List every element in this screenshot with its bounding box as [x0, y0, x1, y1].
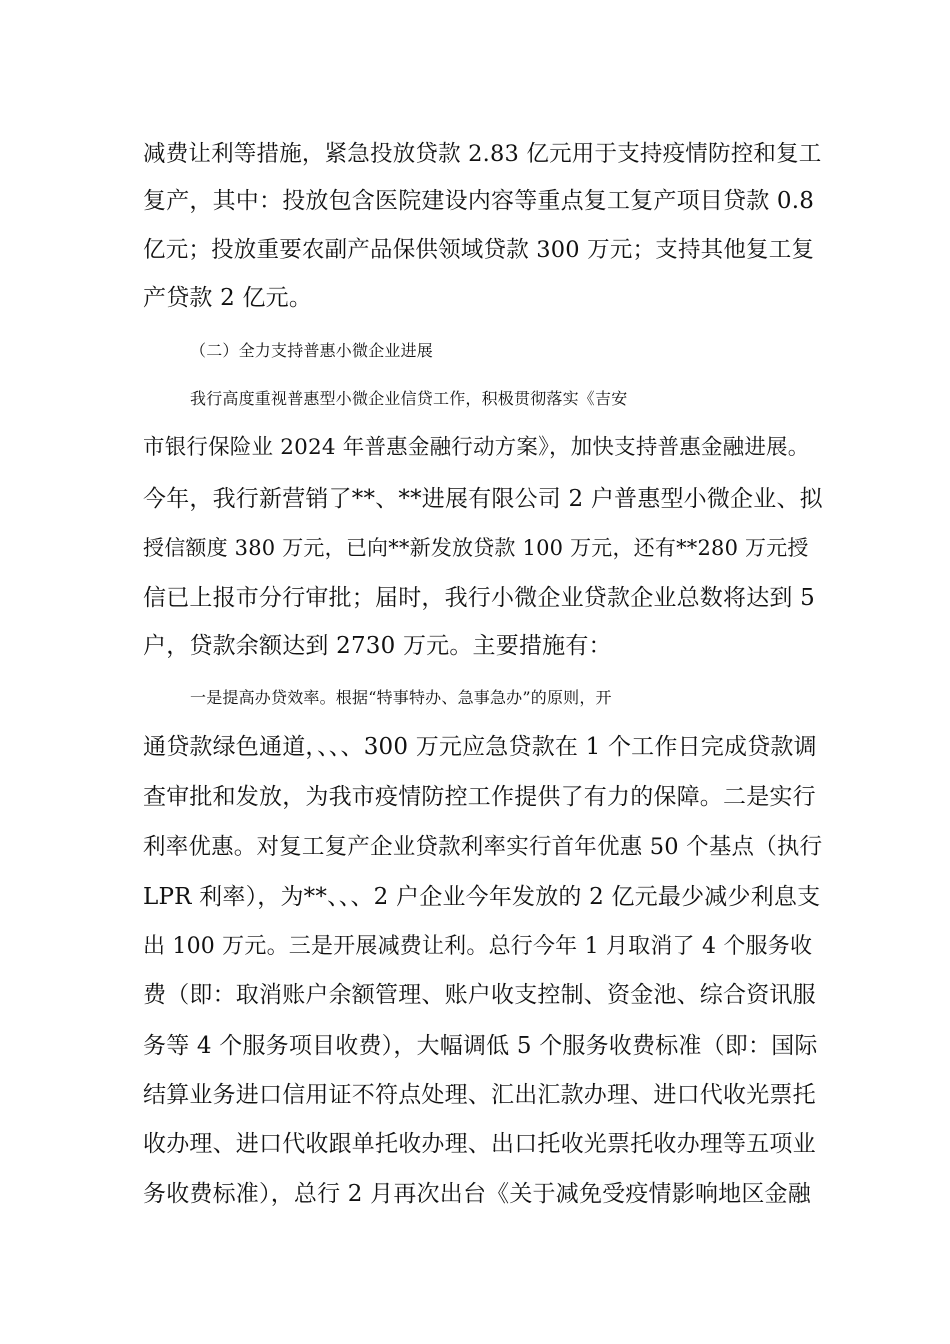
- text-line-7: 市银行保险业 2024 年普惠金融行动方案》，加快支持普惠金融进展。: [143, 435, 810, 460]
- text-line-18: 费（即：取消账户余额管理、账户收支控制、资金池、综合资讯服: [143, 982, 816, 1008]
- text-line-20: 结算业务进口信用证不符点处理、汇出汇款办理、进口代收光票托: [143, 1082, 816, 1108]
- text-line-16: LPR 利率），为**、、、2 户企业今年发放的 2 亿元最少减少利息支: [143, 884, 821, 910]
- text-line-15: 利率优惠。对复工复产企业贷款利率实行首年优惠 50 个基点（执行: [143, 834, 823, 860]
- text-line-8: 今年，我行新营销了**、**进展有限公司 2 户普惠型小微企业、拟: [143, 486, 823, 512]
- text-line-3: 亿元；投放重要农副产品保供领域贷款 300 万元；支持其他复工复: [143, 237, 815, 263]
- text-line-21: 收办理、进口代收跟单托收办理、出口托收光票托收办理等五项业: [143, 1131, 816, 1157]
- text-line-19: 务等 4 个服务项目收费），大幅调低 5 个服务收费标准（即：国际: [143, 1033, 818, 1059]
- text-line-11: 户，贷款余额达到 2730 万元。主要措施有：: [143, 633, 612, 659]
- text-line-6: 我行高度重视普惠型小微企业信贷工作，积极贯彻落实《吉安: [190, 389, 628, 408]
- section-heading: （二）全力支持普惠小微企业进展: [190, 341, 434, 360]
- text-line-13: 通贷款绿色通道，、、、300 万元应急贷款在 1 个工作日完成贷款调: [143, 734, 817, 760]
- text-line-2: 复产，其中：投放包含医院建设内容等重点复工复产项目贷款 0.8: [143, 188, 815, 214]
- text-line-14: 查审批和发放，为我市疫情防控工作提供了有力的保障。二是实行: [143, 784, 816, 810]
- text-line-12: 一是提高办贷效率。根据“特事特办、急事急办”的原则，开: [190, 688, 612, 707]
- text-line-22: 务收费标准），总行 2 月再次出台《关于减免受疫情影响地区金融: [143, 1181, 811, 1207]
- text-line-1: 减费让利等措施，紧急投放贷款 2.83 亿元用于支持疫情防控和复工: [143, 141, 822, 167]
- text-line-4: 产贷款 2 亿元。: [143, 285, 313, 311]
- text-line-9: 授信额度 380 万元，已向**新发放贷款 100 万元，还有**280 万元授: [143, 536, 809, 560]
- text-line-17: 出 100 万元。三是开展减费让利。总行今年 1 月取消了 4 个服务收: [143, 934, 813, 959]
- text-line-10: 信已上报市分行审批；届时，我行小微企业贷款企业总数将达到 5: [143, 585, 815, 611]
